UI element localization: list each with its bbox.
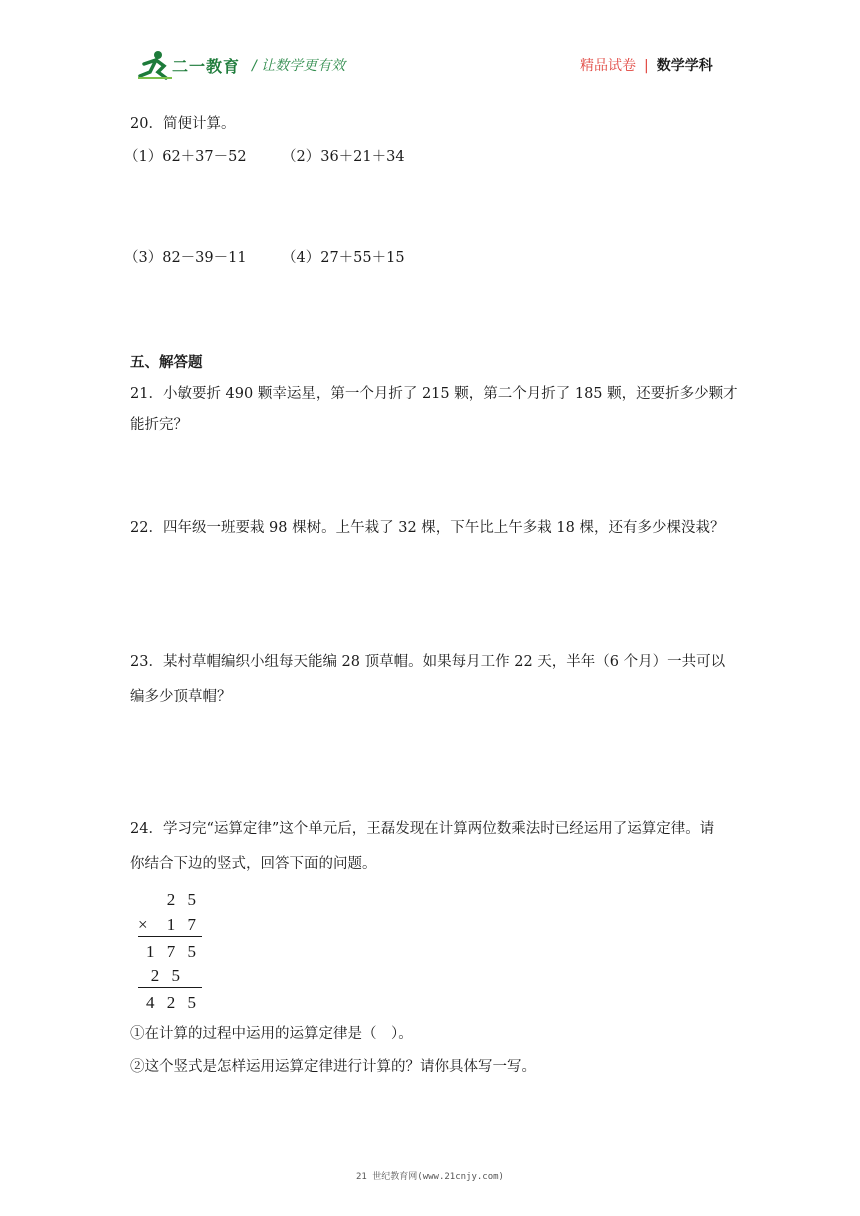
multiply-operator: × (138, 915, 148, 934)
q24-sub2: ②这个竖式是怎样运用运算定律进行计算的？请你具体写一写。 (130, 1059, 536, 1075)
partial-product-1: 1 7 5 (146, 942, 200, 961)
q21-line1: 21．小敏要折 490 颗幸运星，第一个月折了 215 颗，第二个月折了 185 颗，还要折多少颗才 (130, 386, 738, 402)
q23-line2: 编多少顶草帽？ (130, 689, 232, 705)
vertical-multiplication (130, 888, 210, 1018)
q20-part4: （4）27＋55＋15 (282, 250, 405, 266)
slogan: / 让数学更有效 (252, 58, 346, 74)
footer: 21 世纪教育网(www.21cnjy.com) (356, 1172, 504, 1182)
rule-line (138, 936, 202, 937)
q24-sub1: ①在计算的过程中运用的运算定律是（ ）。 (130, 1026, 413, 1042)
header-right (580, 55, 713, 75)
q20-part3: （3）82－39－11 (124, 250, 247, 266)
header-separator: | (644, 58, 649, 74)
series-label: 精品试卷 (580, 58, 636, 74)
q22-line1: 22．四年级一班要栽 98 棵树。上午栽了 32 棵，下午比上午多栽 18 棵，还有多少棵没栽？ (130, 520, 725, 536)
q24-line1: 24．学习完“运算定律”这个单元后，王磊发现在计算两位数乘法时已经运用了运算定律。请 (130, 821, 715, 837)
q20-part2: （2）36＋21＋34 (282, 149, 405, 165)
section-title: 五、解答题 (130, 355, 203, 371)
product-result: 4 2 5 (146, 993, 200, 1012)
q20-part1: （1）62＋37－52 (124, 149, 247, 165)
q20-title: 20．简便计算。 (130, 116, 236, 132)
q23-line1: 23．某村草帽编织小组每天能编 28 顶草帽。如果每月工作 22 天，半年（6 个月）一共可以 (130, 654, 726, 670)
subject-label: 数学学科 (656, 58, 713, 74)
partial-product-2: 2 5 (150, 966, 184, 985)
multiplicand: 2 5 (166, 890, 200, 909)
multiplier: 1 7 (166, 915, 200, 934)
rule-line (138, 987, 202, 988)
brand-name: 二一教育 (172, 57, 241, 76)
q21-line2: 能折完？ (130, 417, 188, 433)
q24-line2: 你结合下边的竖式，回答下面的问题。 (130, 856, 377, 872)
